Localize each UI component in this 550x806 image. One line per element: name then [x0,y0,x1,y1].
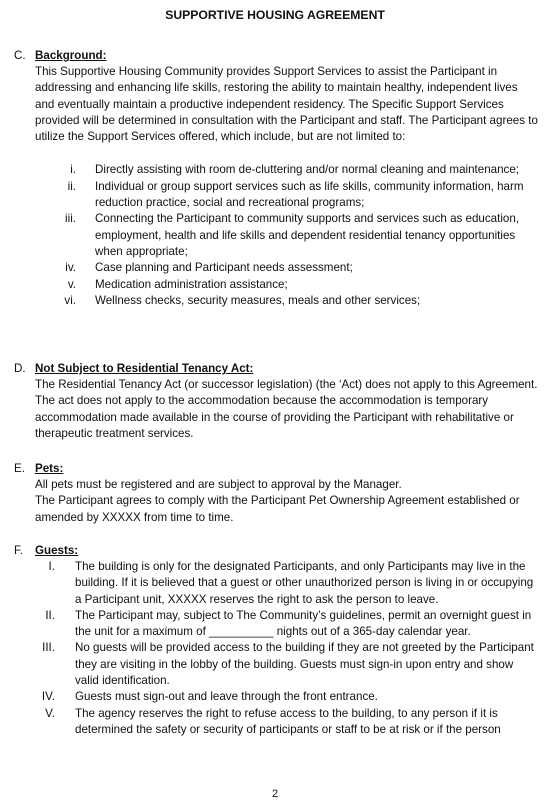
list-item [0,706,550,739]
section-body: This Supportive Housing Community provides Support Services to assist the Participant in addressing and enhancing life skills, restoring the ability to maintain healthy, independent lives and eventually maintain a productive independent residency. The Specific Support Services provided will be determined in consultation with the Participant and staff. The Participant agrees to utilize the Support Services offered, which include, but are not limited to: [35,65,538,144]
list-item [0,277,550,293]
pets-registration-text: All pets must be registered and are subject to approval by the Manager. [35,478,402,491]
list-item-text: The Participant may, subject to The Community’s guidelines, permit an overnight guest in the unit for a maximum of __________ nights out of a 365-day calendar year. [75,608,532,639]
list-item-number: ii. [67,179,76,193]
list-item-number: v. [67,277,76,291]
list-item-text: Connecting the Participant to community supports and services such as education, employment, health and life skills and dependent residential tenancy opportunities when appropriate; [95,212,520,258]
list-item-text: Directly assisting with room de-cluttering and/or normal cleaning and maintenance; [95,163,520,177]
list-item-number: V. [45,706,55,720]
section-header [0,361,550,377]
list-item-text: Case planning and Participant needs assessment; [95,261,353,275]
section-header [0,48,550,64]
list-item-number: i. [70,163,76,177]
section-letter: E. [14,462,25,475]
list-item-number: vi. [64,293,76,307]
list-item-text: No guests will be provided access to the building if they are not greeted by the Participant they are visiting in the lobby of the building. Guests must sign-in upon entry and show valid identification. [75,641,534,688]
support-services-list [0,162,550,309]
list-item-number: II. [45,608,55,622]
section-background [0,48,550,309]
list-item [0,179,550,212]
pets-agreement-text: The Participant agrees to comply with the Participant Pet Ownership Agreement established or amended by XXXXX from time to time. [35,494,520,524]
section-heading: Background: [35,49,107,62]
list-item-text: The agency reserves the right to refuse access to the building, to any person if it is determined the safety or security of participants or staff to be at risk or if the person [75,706,501,736]
list-item [0,211,550,260]
list-item [0,608,550,641]
list-item-text: Guests must sign-out and leave through the front entrance. [75,690,378,704]
list-item [0,640,550,689]
list-item [0,162,550,178]
list-item-number: III. [42,641,55,655]
list-item-number: I. [48,560,55,573]
list-item [0,559,550,608]
section-letter: C. [14,49,26,62]
section-heading: Not Subject to Residential Tenancy Act: [35,362,254,375]
document-title: SUPPORTIVE HOUSING AGREEMENT [165,8,385,22]
section-body: The Residential Tenancy Act (or successor legislation) (the ‘Act) does not apply to this Agreement. The act does not apply to the accommodation because the accommodation is temporary accommodation made available in the course of providing the Participant with rehabilitative or therapeutic treatment services. [35,378,538,440]
list-item-text: Medication administration assistance; [95,277,288,291]
list-item-number: iii. [65,212,76,226]
section-heading: Pets: [35,462,64,475]
list-item-number: iv. [65,261,76,275]
section-header [0,461,550,477]
section-heading: Guests: [35,544,79,557]
list-item [0,260,550,276]
list-item-text: The building is only for the designated Participants, and only Participants may live in the building. If it is believed that a guest or other unauthorized person is living in or occupying a Participant unit, XXXXX reserves the right to ask the person to leave. [75,560,534,606]
list-item [0,689,550,705]
list-item-number: IV. [41,690,55,704]
section-letter: F. [14,544,24,557]
section-guests [0,543,550,738]
section-header [0,543,550,559]
section-residential-tenancy [0,361,550,442]
section-pets [0,461,550,526]
page-number: 2 [271,787,279,800]
list-item [0,293,550,309]
guest-rules-list [0,559,550,738]
list-item-text: Wellness checks, security measures, meals and other services; [95,293,421,307]
section-letter: D. [14,362,26,375]
list-item-text: Individual or group support services such as life skills, community information, harm reduction practice, social and recreational programs; [95,179,524,210]
